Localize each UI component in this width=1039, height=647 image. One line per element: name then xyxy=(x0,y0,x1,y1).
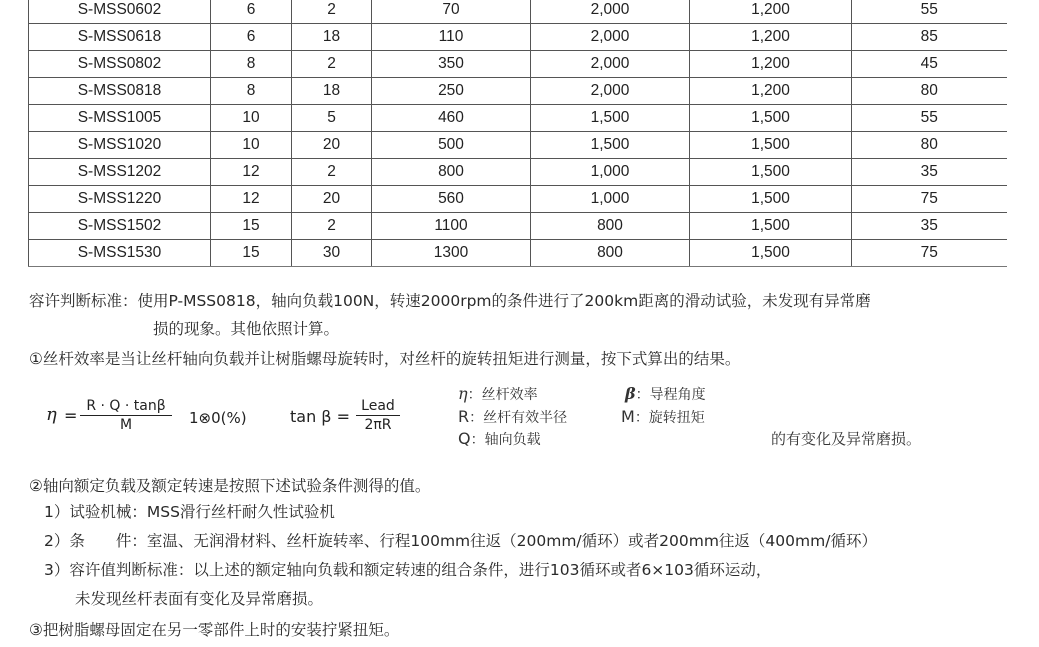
table-cell: 35 xyxy=(852,159,1007,186)
table-cell: 18 xyxy=(292,78,372,105)
legend-r-symbol: R xyxy=(458,407,470,426)
table-cell: 55 xyxy=(852,105,1007,132)
note-2-item-2: 2）条 件：室温、无润滑材料、丝杆旋转率、行程100mm往返（200mm/循环）或者200mm往返（400mm/循环） xyxy=(44,532,877,550)
table-cell: 560 xyxy=(372,186,531,213)
table-cell: 1,500 xyxy=(690,105,852,132)
table-cell: 2,000 xyxy=(531,78,690,105)
lead-denominator: 2πR xyxy=(364,417,392,433)
note-2-item-3: 3）容许值判断标准：以上述的额定轴向负载和额定转速的组合条件，进行103循环或者6×103循环运动， xyxy=(44,561,772,579)
equals-sign: = xyxy=(64,406,78,425)
criteria-line-1: 容许判断标准：使用P-MSS0818，轴向负载100N，转速2000rpm的条件进行了200km距离的滑动试验，未发现有异常磨 xyxy=(29,292,871,310)
table-cell: 1,200 xyxy=(690,51,852,78)
legend-r-text: ：丝杆有效半径 xyxy=(469,410,568,426)
table-cell: 2 xyxy=(292,0,372,24)
model-cell: S-MSS1530 xyxy=(29,240,211,267)
table-row xyxy=(29,51,1007,78)
model-cell: S-MSS0802 xyxy=(29,51,211,78)
legend-q-symbol: Q xyxy=(458,429,471,448)
table-cell: 110 xyxy=(372,24,531,51)
table-cell: 1,500 xyxy=(690,132,852,159)
table-cell: 30 xyxy=(292,240,372,267)
table-cell: 1,200 xyxy=(690,78,852,105)
table-cell: 2 xyxy=(292,51,372,78)
table-cell: 6 xyxy=(211,0,292,24)
table-cell: 5 xyxy=(292,105,372,132)
tan-beta-label: tan β = xyxy=(290,407,351,426)
table-row xyxy=(29,0,1007,24)
table-cell: 250 xyxy=(372,78,531,105)
table-cell: 20 xyxy=(292,132,372,159)
legend-q-text: ：轴向负载 xyxy=(470,432,541,448)
table-cell: 1100 xyxy=(372,213,531,240)
table-cell: 2 xyxy=(292,213,372,240)
table-cell: 85 xyxy=(852,24,1007,51)
efficiency-fraction xyxy=(80,398,172,433)
legend-beta-text: ：导程角度 xyxy=(635,387,706,403)
table-cell: 75 xyxy=(852,186,1007,213)
table-cell: 2 xyxy=(292,159,372,186)
table-cell: 800 xyxy=(531,213,690,240)
table-cell: 8 xyxy=(211,78,292,105)
table-cell: 1,200 xyxy=(690,0,852,24)
table-cell: 10 xyxy=(211,105,292,132)
table-cell: 800 xyxy=(372,159,531,186)
note-3: ③把树脂螺母固定在另一零部件上时的安装拧紧扭矩。 xyxy=(29,621,400,639)
table-cell: 1300 xyxy=(372,240,531,267)
table-row xyxy=(29,132,1007,159)
legend-m-symbol: M xyxy=(621,407,635,426)
table-row xyxy=(29,159,1007,186)
note-2-title: ②轴向额定负载及额定转速是按照下述试验条件测得的值。 xyxy=(29,477,431,495)
legend-eta-text: ：丝杆效率 xyxy=(467,387,538,403)
table-cell: 6 xyxy=(211,24,292,51)
table-cell: 80 xyxy=(852,132,1007,159)
table-cell: 1,000 xyxy=(531,159,690,186)
table-cell: 1,500 xyxy=(690,159,852,186)
legend-beta-symbol: β xyxy=(625,384,636,403)
table-cell: 1,200 xyxy=(690,24,852,51)
table-cell: 2,000 xyxy=(531,0,690,24)
model-cell: S-MSS0618 xyxy=(29,24,211,51)
model-cell: S-MSS0818 xyxy=(29,78,211,105)
note-1: ①丝杆效率是当让丝杆轴向负载并让树脂螺母旋转时，对丝杆的旋转扭矩进行测量，按下式算出的结果。 xyxy=(29,350,741,368)
legend-eta-symbol: η xyxy=(458,384,468,403)
note-2-item-1: 1）试验机械：MSS滑行丝杆耐久性试验机 xyxy=(44,503,335,521)
spec-table-body xyxy=(29,0,1007,267)
model-cell: S-MSS0602 xyxy=(29,0,211,24)
model-cell: S-MSS1220 xyxy=(29,186,211,213)
table-cell: 1,500 xyxy=(531,105,690,132)
table-cell: 12 xyxy=(211,159,292,186)
table-cell: 1,500 xyxy=(690,240,852,267)
table-cell: 12 xyxy=(211,186,292,213)
table-row xyxy=(29,186,1007,213)
model-cell: S-MSS1202 xyxy=(29,159,211,186)
table-cell: 460 xyxy=(372,105,531,132)
table-cell: 800 xyxy=(531,240,690,267)
table-row xyxy=(29,24,1007,51)
table-row xyxy=(29,105,1007,132)
table-cell: 2,000 xyxy=(531,51,690,78)
table-row xyxy=(29,240,1007,267)
table-cell: 18 xyxy=(292,24,372,51)
table-cell: 1,500 xyxy=(531,132,690,159)
table-cell: 70 xyxy=(372,0,531,24)
spec-table xyxy=(28,0,1007,267)
table-cell: 45 xyxy=(852,51,1007,78)
table-cell: 2,000 xyxy=(531,24,690,51)
table-cell: 15 xyxy=(211,213,292,240)
legend-m-text: ：旋转扭矩 xyxy=(634,410,705,426)
model-cell: S-MSS1502 xyxy=(29,213,211,240)
table-cell: 8 xyxy=(211,51,292,78)
table-cell: 80 xyxy=(852,78,1007,105)
table-cell: 15 xyxy=(211,240,292,267)
legend-stray-text: 的有变化及异常磨损。 xyxy=(771,430,922,448)
table-cell: 10 xyxy=(211,132,292,159)
lead-numerator: Lead xyxy=(356,398,400,416)
efficiency-numerator: R · Q · tanβ xyxy=(80,398,172,416)
table-cell: 500 xyxy=(372,132,531,159)
table-cell: 20 xyxy=(292,186,372,213)
criteria-line-2: 损的现象。其他依照计算。 xyxy=(153,320,340,338)
table-row xyxy=(29,213,1007,240)
eta-symbol: η xyxy=(46,404,57,425)
table-cell: 55 xyxy=(852,0,1007,24)
table-cell: 35 xyxy=(852,213,1007,240)
table-cell: 350 xyxy=(372,51,531,78)
table-cell: 1,500 xyxy=(690,186,852,213)
table-cell: 1,000 xyxy=(531,186,690,213)
table-cell: 1,500 xyxy=(690,213,852,240)
table-row xyxy=(29,78,1007,105)
table-cell: 75 xyxy=(852,240,1007,267)
lead-fraction xyxy=(356,398,400,433)
model-cell: S-MSS1020 xyxy=(29,132,211,159)
model-cell: S-MSS1005 xyxy=(29,105,211,132)
efficiency-denominator: M xyxy=(119,417,133,433)
percent-factor: 1⊗0(%) xyxy=(189,409,247,427)
note-2-item-3b: 未发现丝杆表面有变化及异常磨损。 xyxy=(75,590,324,608)
